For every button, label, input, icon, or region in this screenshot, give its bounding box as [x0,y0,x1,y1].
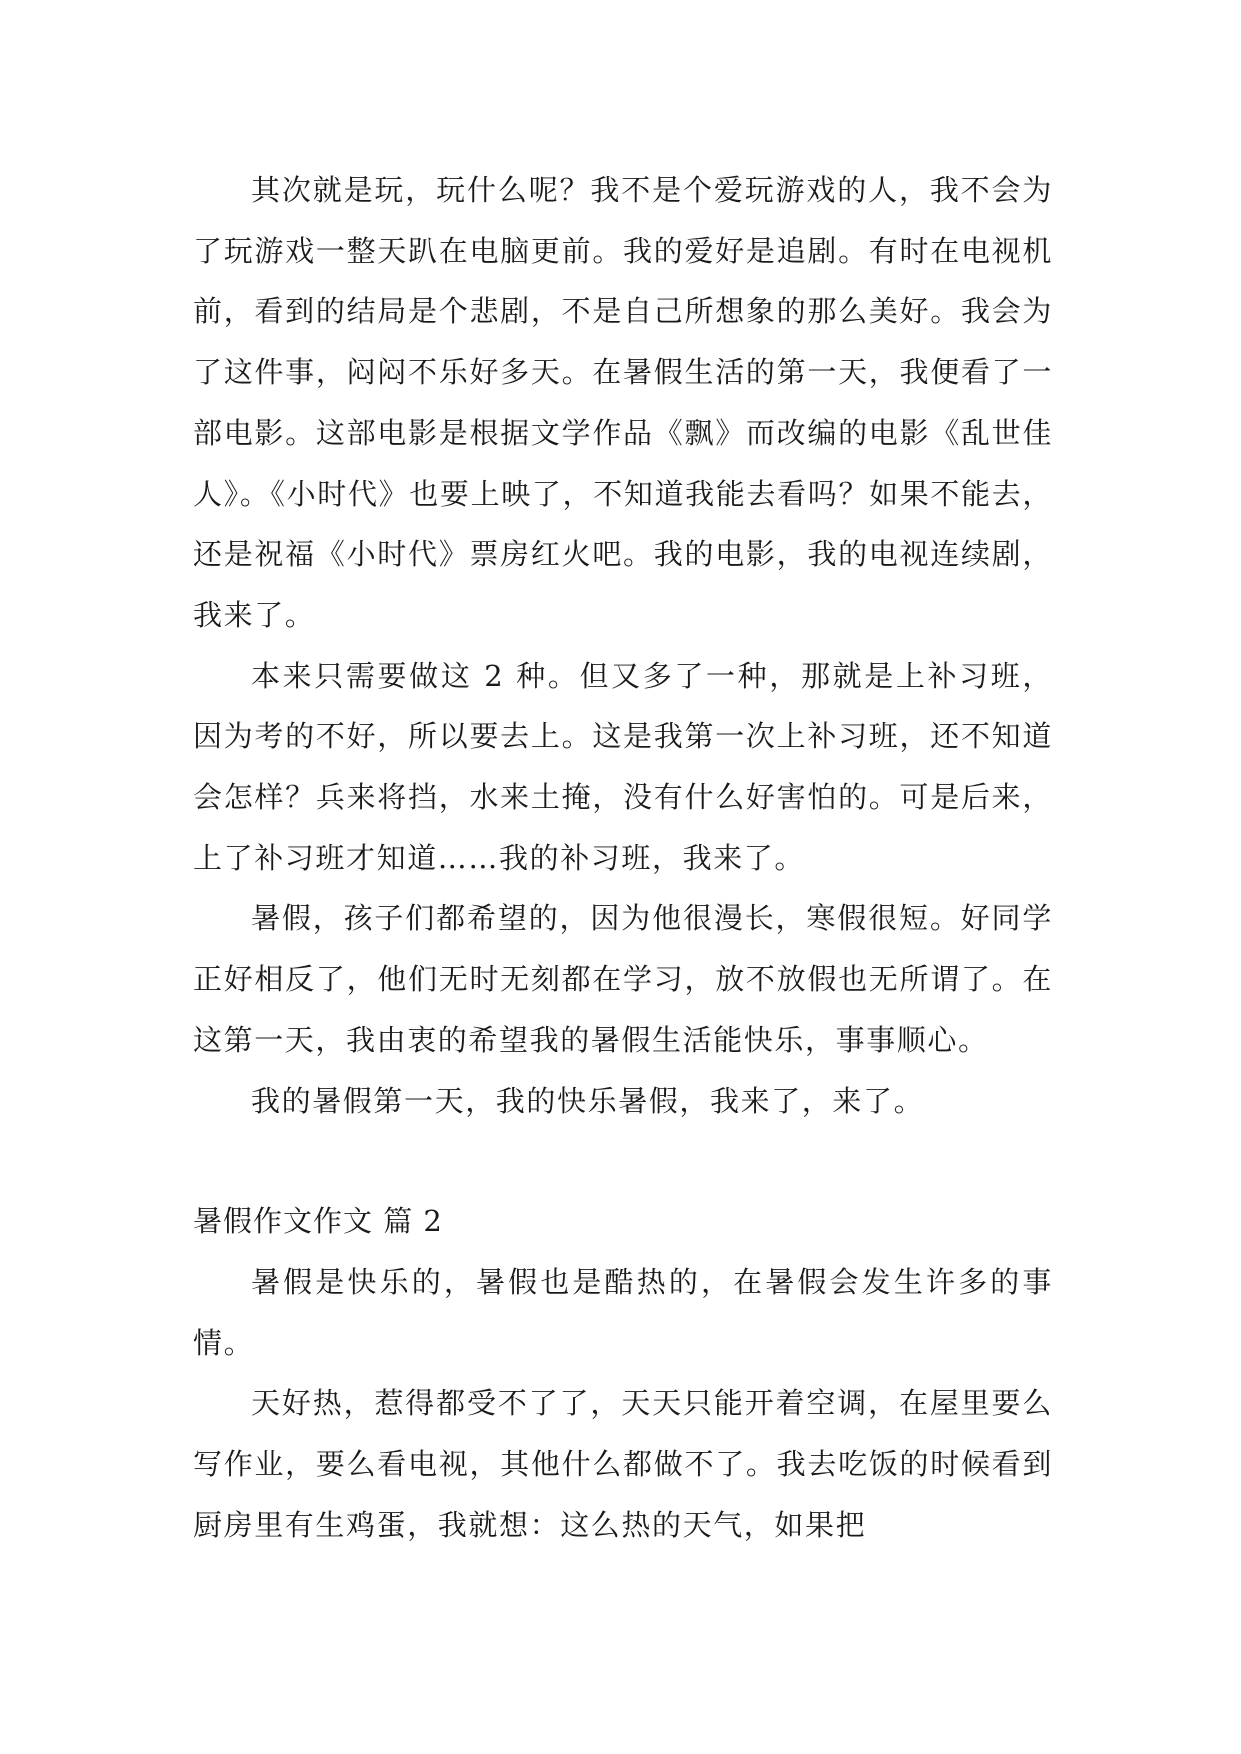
paragraph-play: 其次就是玩，玩什么呢？我不是个爱玩游戏的人，我不会为了玩游戏一整天趴在电脑更前。我的爱好是追剧。有时在电视机前，看到的结局是个悲剧，不是自己所想象的那么美好。我会为了这件事，闷闷不乐好多天。在暑假生活的第一天，我便看了一部电影。这部电影是根据文学作品《飘》而改编的电影《乱世佳人》。《小时代》也要上映了，不知道我能去看吗？如果不能去，还是祝福《小时代》票房红火吧。我的电影，我的电视连续剧，我来了。 [193,173,1053,632]
document-body [193,160,1053,1555]
paragraph-vacation-hope: 暑假，孩子们都希望的，因为他很漫长，寒假很短。好同学正好相反了，他们无时无刻都在学习，放不放假也无所谓了。在这第一天，我由衷的希望我的暑假生活能快乐，事事顺心。 [193,901,1053,1057]
paragraph-tutoring: 本来只需要做这 2 种。但又多了一种，那就是上补习班，因为考的不好，所以要去上。这是我第一次上补习班，还不知道会怎样？兵来将挡，水来土掩，没有什么好害怕的。可是后来，上了补习班才知道……我的补习班，我来了。 [193,658,1053,875]
paragraph-conclusion: 我的暑假第一天，我的快乐暑假，我来了，来了。 [251,1083,925,1118]
paragraph-intro: 暑假是快乐的，暑假也是酷热的，在暑假会发生许多的事情。 [193,1264,1053,1360]
section-title: 暑假作文作文 篇 2 [193,1204,443,1239]
paragraph-hot-weather: 天好热，惹得都受不了了，天天只能开着空调，在屋里要么写作业，要么看电视，其他什么都做不了。我去吃饭的时候看到厨房里有生鸡蛋，我就想：这么热的天气，如果把 [193,1386,1053,1542]
